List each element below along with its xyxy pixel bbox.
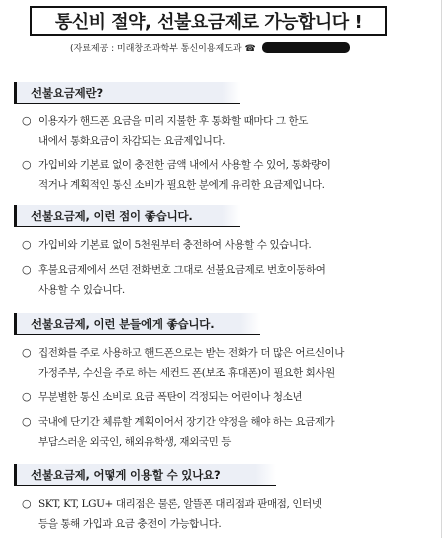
section-heading-target-users: 선불요금제, 이런 분들에게 좋습니다. bbox=[14, 313, 260, 335]
bullet-circle: ○ bbox=[22, 415, 32, 428]
item-line: 가정주부, 수신을 주로 하는 세컨드 폰(보조 휴대폰)이 필요한 회사원 bbox=[38, 367, 335, 379]
list-item bbox=[22, 412, 426, 452]
list-item bbox=[22, 111, 426, 151]
source-text: (자료제공 : 미래창조과학부 통신이용제도과 ☎ bbox=[70, 44, 256, 54]
list-item bbox=[22, 155, 426, 195]
item-line: 적거나 계획적인 통신 소비가 필요한 분에게 유리한 요금제입니다. bbox=[38, 179, 325, 191]
list-item bbox=[22, 260, 426, 300]
bullet-circle: ○ bbox=[22, 346, 32, 359]
list-item bbox=[22, 387, 426, 407]
bullet-circle: ○ bbox=[22, 263, 32, 276]
item-line: 이용자가 핸드폰 요금을 미리 지불한 후 통화할 때마다 그 한도 bbox=[38, 115, 309, 127]
item-line: 국내에 단기간 체류할 계획이어서 장기간 약정을 해야 하는 요금제가 bbox=[38, 416, 335, 428]
item-line: 등을 통해 가입과 요금 충전이 가능합니다. bbox=[38, 518, 222, 530]
redacted-phone bbox=[262, 42, 350, 53]
item-line: 후불요금제에서 쓰던 전화번호 그대로 선불요금제로 번호이동하여 bbox=[38, 264, 326, 276]
item-line: 가입비와 기본료 없이 5천원부터 충전하여 사용할 수 있습니다. bbox=[38, 239, 312, 251]
item-line: 집전화를 주로 사용하고 핸드폰으로는 받는 전화가 더 많은 어르신이나 bbox=[38, 347, 345, 359]
item-line: 가입비와 기본료 없이 충전한 금액 내에서 사용할 수 있어, 통화량이 bbox=[38, 159, 331, 171]
bullet-circle: ○ bbox=[22, 158, 32, 171]
item-line: 부담스러운 외국인, 해외유학생, 재외국민 등 bbox=[38, 436, 231, 448]
section-heading-how-to-use: 선불요금제, 어떻게 이용할 수 있나요? bbox=[14, 464, 276, 486]
bullet-circle: ○ bbox=[22, 497, 32, 510]
list-item bbox=[22, 494, 426, 534]
item-line: 내에서 통화요금이 차감되는 요금제입니다. bbox=[38, 135, 226, 147]
bullet-circle: ○ bbox=[22, 390, 32, 403]
section-heading-benefits: 선불요금제, 이런 점이 좋습니다. bbox=[14, 205, 240, 227]
bullet-circle: ○ bbox=[22, 114, 32, 127]
bullet-circle: ○ bbox=[22, 238, 32, 251]
section-heading-what-is: 선불요금제란? bbox=[14, 82, 240, 104]
list-item bbox=[22, 235, 426, 255]
item-line: 무분별한 통신 소비로 요금 폭탄이 걱정되는 어린이나 청소년 bbox=[38, 391, 303, 403]
document-title: 통신비 절약, 선불요금제로 가능합니다 ! bbox=[30, 6, 387, 36]
item-line: 사용할 수 있습니다. bbox=[38, 284, 125, 296]
list-item bbox=[22, 343, 426, 383]
item-line: SKT, KT, LGU+ 대리점은 물론, 알뜰폰 대리점과 판매점, 인터넷 bbox=[38, 498, 322, 510]
source-line bbox=[70, 41, 350, 54]
